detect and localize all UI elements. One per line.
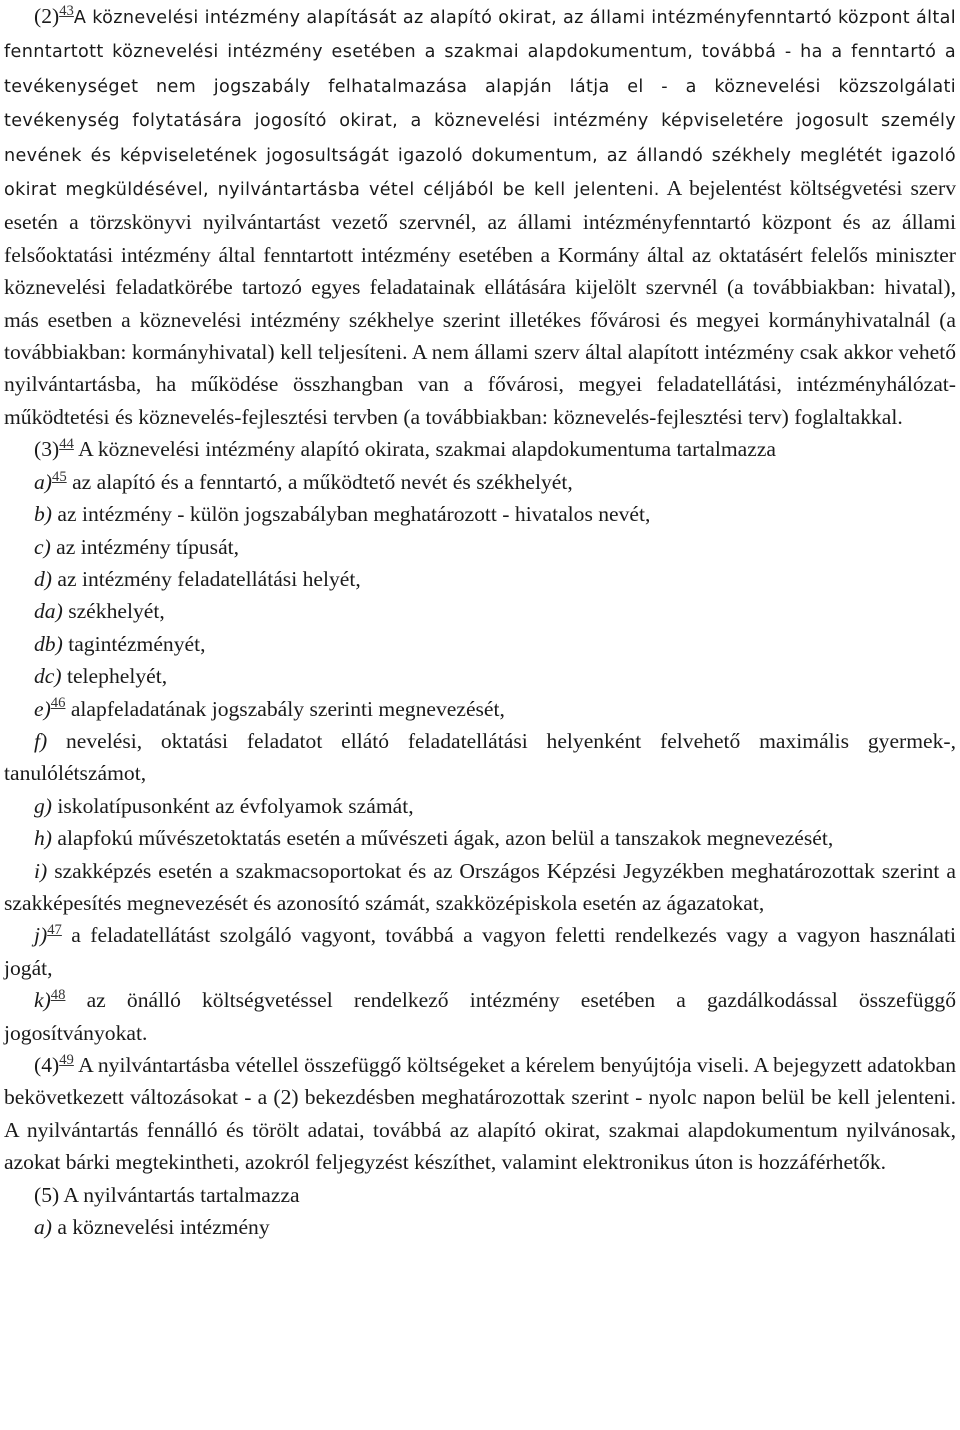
list-item-text: az intézmény típusát,: [50, 534, 240, 559]
list-item-b: [4, 498, 956, 530]
paragraph-4-label: (4): [34, 1053, 60, 1077]
paragraph-2-label: (2): [34, 4, 60, 28]
list-item-text: az alapító és a fenntartó, a működtető nevét és székhelyét,: [66, 469, 573, 494]
list-item-f: [4, 725, 956, 790]
list-item-e: [4, 693, 956, 725]
list-item-text: alapfokú művészetoktatás esetén a művészeti ágak, azon belül a tanszakok megnevezését,: [52, 826, 834, 851]
list-item-text: szakképzés esetén a szakmacsoportokat és az Országos Képzési Jegyzékben meghatározottak szerint a szakképesítés megnevezését és azonosító számát, szakközépiskola esetén az ágazatokat,: [4, 858, 956, 915]
list-item-j: [4, 919, 956, 984]
paragraph-5-label: (5): [34, 1182, 60, 1207]
list-item-mark: h): [34, 826, 52, 851]
list-item-mark: a): [34, 469, 52, 494]
paragraph-2: [4, 0, 956, 433]
paragraph-3-text: A köznevelési intézmény alapító okirata, szakmai alapdokumentuma tartalmazza: [73, 437, 776, 462]
list-item-mark: e): [34, 696, 51, 721]
list-item-c: [4, 531, 956, 563]
list-item-text: alapfeladatának jogszabály szerinti megnevezését,: [65, 696, 505, 721]
paragraph-2-text-part1: A köznevelési intézmény alapítását az alapító okirat, az állami intézményfenntartó központ által fenntartott köznevelési intézmény esetében a szakmai alapdokumentum, továbbá - ha a fenntartó a tevékenységet nem jogszabály felhatalmazása alapján látja el - a köznevelési közszolgálati tevékenység folytatására jogosító okirat, a köznevelési intézmény képviseletére jogosult személy nevének és képviseletének jogosultságát igazoló dokumentum, az állandó székhely meglétét igazoló okirat megküldésével, nyilvántartásba vétel céljából be kell jelenteni.: [4, 8, 956, 201]
list-item-text: az intézmény feladatellátási helyét,: [52, 566, 361, 591]
list-item-text: az intézmény - külön jogszabályban meghatározott - hivatalos nevét,: [52, 502, 651, 527]
list-item-mark: f): [34, 728, 48, 753]
footnote-link-47[interactable]: 47: [47, 922, 62, 939]
list-item-d: [4, 563, 956, 595]
paragraph-4-text: A nyilvántartásba vétellel összefüggő költségeket a kérelem benyújtója viseli. A bejegyzett adatokban bekövetkezett változásokat - a (2) bekezdésben meghatározottak szerint - nyolc napon belül be kell jelenteni. A nyilvántartás fennálló és törölt adatai, továbbá az alapító okirat, szakmai alapdokumentum nyilvánosak, azokat bárki megtekintheti, azokról feljegyzést készíthet, valamint elektronikus úton is hozzáférhetők.: [4, 1053, 956, 1175]
footnote-link-45[interactable]: 45: [52, 468, 67, 485]
list-item-da: [4, 595, 956, 627]
list-item-text: székhelyét,: [62, 599, 165, 624]
list-item-5a: [4, 1211, 956, 1243]
footnote-link-48[interactable]: 48: [50, 987, 66, 1004]
list-item-dc: [4, 660, 956, 692]
list-item-mark: g): [34, 793, 52, 818]
list-item-text: tagintézményét,: [62, 631, 206, 656]
footnote-link-49[interactable]: 49: [59, 1051, 74, 1068]
list-item-a: [4, 466, 956, 498]
list-item-mark: db): [34, 631, 63, 656]
list-item-i: [4, 855, 956, 920]
list-item-mark: k): [34, 988, 51, 1013]
list-item-mark: i): [34, 858, 48, 883]
list-item-mark: a): [34, 1215, 52, 1240]
list-item-g: [4, 790, 956, 822]
list-item-db: [4, 628, 956, 660]
list-item-text: telephelyét,: [61, 664, 168, 689]
footnote-link-44[interactable]: 44: [59, 436, 74, 453]
list-item-mark: d): [34, 566, 52, 591]
list-item-mark: c): [34, 534, 51, 559]
list-item-h: [4, 822, 956, 854]
footnote-link-43[interactable]: 43: [59, 2, 74, 19]
footnote-link-46[interactable]: 46: [50, 695, 66, 712]
list-item-k: [4, 984, 956, 1049]
paragraph-4: [4, 1049, 956, 1179]
paragraph-5-text: A nyilvántartás tartalmazza: [59, 1182, 300, 1207]
paragraph-3-label: (3): [34, 437, 60, 462]
list-item-text: a feladatellátást szolgáló vagyont, továbbá a vagyon feletti rendelkezés vagy a vagyon használati jogát,: [4, 923, 956, 980]
list-item-text: nevelési, oktatási feladatot ellátó feladatellátási helyenként felvehető maximális gyermek-, tanulólétszámot,: [4, 728, 956, 786]
paragraph-5: [4, 1179, 956, 1211]
list-item-text: az önálló költségvetéssel rendelkező intézmény esetében a gazdálkodással összefüggő jogosítványokat.: [4, 988, 956, 1045]
list-item-text: iskolatípusonként az évfolyamok számát,: [52, 793, 414, 818]
list-item-mark: da): [34, 599, 63, 624]
list-item-mark: b): [34, 502, 52, 527]
list-item-mark: dc): [34, 664, 62, 689]
list-item-text: a köznevelési intézmény: [52, 1215, 270, 1240]
list-item-mark: j): [34, 923, 48, 948]
paragraph-3: [4, 433, 956, 465]
paragraph-2-text-part2: A bejelentést költségvetési szerv esetén a törzskönyvi nyilvántartást vezető szervnél, az állami intézményfenntartó központ és az állami felsőoktatási intézmény által fenntartott intézmény esetében a Kormány által az oktatásért felelős miniszter köznevelési feladatkörébe tartozó egyes feladatainak ellátására kijelölt szervnél (a továbbiakban: hivatal), más esetben a köznevelési intézmény székhelye szerint illetékes fővárosi és megyei kormányhivatalnál (a továbbiakban: kormányhivatal) kell teljesíteni. A nem állami szerv által alapított intézmény csak akkor vehető nyilvántartásba, ha működése összhangban van a fővárosi, megyei feladatellátási, intézményhálózat-működtetési és köznevelés-fejlesztési tervben (a továbbiakban: köznevelés-fejlesztési terv) foglaltakkal.: [4, 176, 956, 429]
